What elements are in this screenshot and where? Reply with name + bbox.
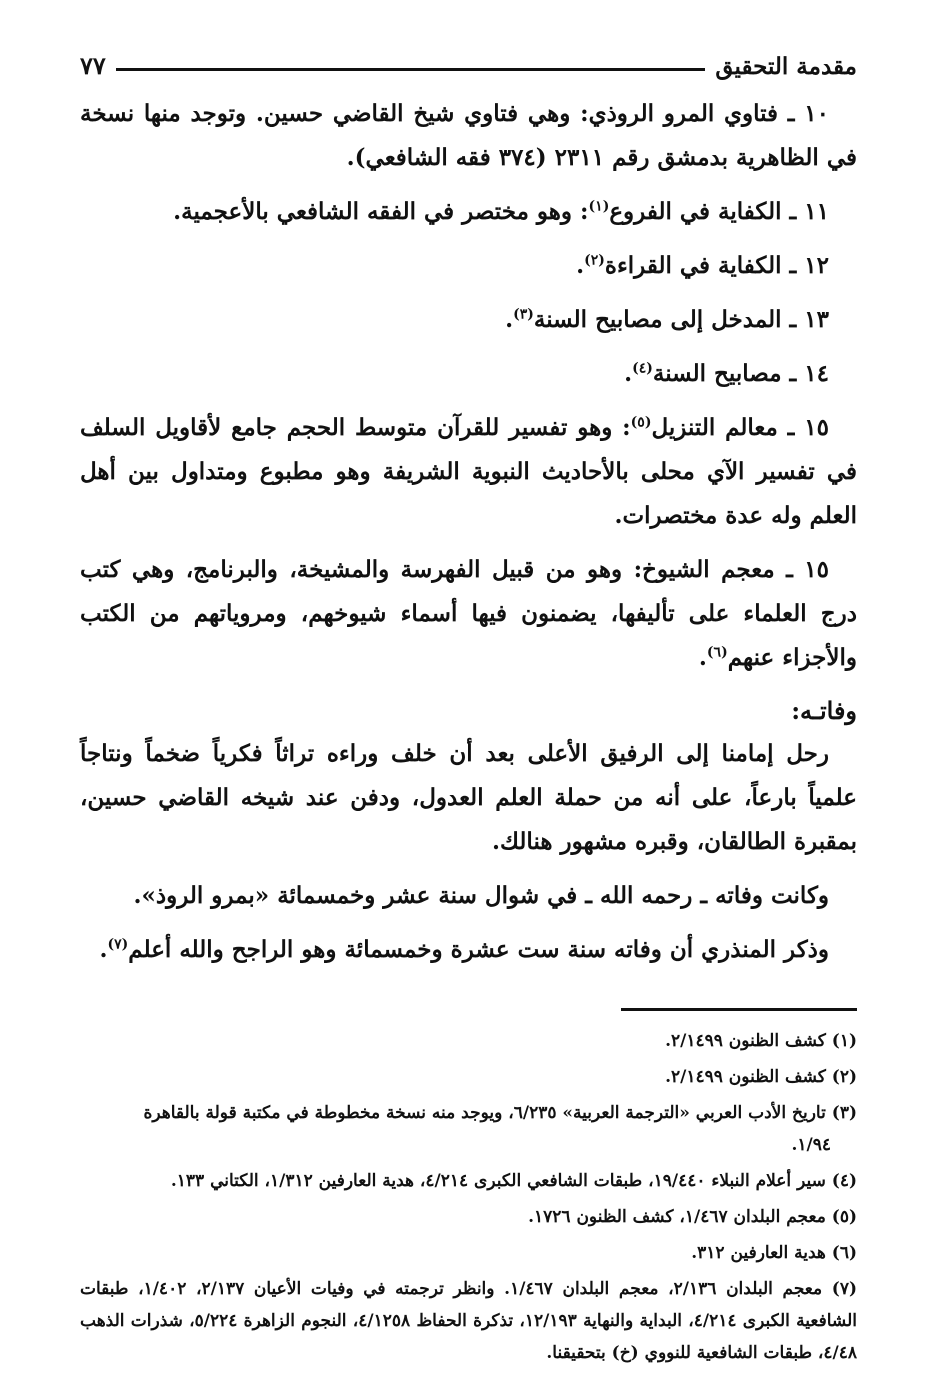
paragraph-item-10: ١٠ ـ فتاوي المرو الروذي: وهي فتاوي شيخ القاضي حسين. وتوجد منها نسخة في الظاهرية بدمشق رقم ٢٣١١ (٣٧٤ فقه الشافعي). [80, 100, 857, 171]
footnote [80, 1165, 857, 1197]
footnote-marker[interactable]: (٤) [632, 360, 653, 377]
footnote-separator [621, 1008, 857, 1011]
paragraph-item-13 [80, 298, 857, 342]
footnote-number: (٧) [831, 1279, 858, 1299]
footnote-number: (٣) [831, 1103, 857, 1123]
footnote-number: (١) [831, 1031, 857, 1051]
footnotes [80, 1025, 857, 1369]
paragraph-item-11 [80, 190, 857, 234]
death-paragraph [80, 928, 857, 972]
footnote [80, 1097, 857, 1161]
footnote-marker[interactable]: (٣) [513, 306, 534, 323]
footnote-marker[interactable]: (١) [588, 198, 610, 215]
footnote [80, 1201, 857, 1233]
page-number: ٧٧ [80, 51, 106, 80]
footnote [80, 1273, 857, 1369]
paragraph-item-14 [80, 352, 857, 396]
footnote-marker[interactable]: (٥) [630, 414, 652, 431]
footnote-text: معجم البلدان ٢/١٣٦، معجم البلدان ١/٤٦٧. وانظر ترجمته في وفيات الأعيان ٢/١٣٧، ١/٤٠٢، طبقات الشافعية الكبرى ٤/٢١٤، البداية والنهاية ١٢/١٩٣، تذكرة الحفاظ ٤/١٢٥٨، النجوم الزاهرة ٥/٢٢٤، شذرات الذهب ٤/٤٨، طبقات الشافعية للنووي (خ) بتحقيقنا. [80, 1279, 857, 1363]
section-heading: وفاتـه: [791, 696, 857, 725]
item-text: ١٥ ـ معالم التنزيل [651, 414, 829, 441]
running-header [80, 40, 857, 80]
item-text: . [624, 360, 633, 387]
footnote-text: هدية العارفين ٣١٢. [691, 1243, 826, 1263]
paragraph-item-15b [80, 548, 857, 680]
item-text: ١٢ ـ الكفاية في القراءة [604, 252, 829, 279]
header-title: مقدمة التحقيق [715, 53, 857, 80]
footnote-number: (٥) [831, 1207, 857, 1227]
item-text: . [505, 306, 514, 333]
footnote-text: كشف الظنون ٢/١٤٩٩. [665, 1067, 826, 1087]
paragraph-item-12 [80, 244, 857, 288]
item-text: : وهو تفسير للقرآن متوسط الحجم جامع لأقاويل السلف في تفسير الآي محلى بالأحاديث النبوية الشريفة وهو مطبوع ومتداول بين أهل العلم وله عدة مختصرات. [80, 414, 857, 529]
footnote-text: سير أعلام النبلاء ١٩/٤٤٠، طبقات الشافعي الكبرى ٤/٢١٤، هدية العارفين ١/٣١٢، الكتاني ١٣٣. [170, 1171, 826, 1191]
main-text [80, 92, 857, 972]
footnote-number: (٤) [831, 1171, 857, 1191]
footnote-continuation: ١/٩٤. [791, 1135, 831, 1155]
item-text: . [99, 936, 108, 963]
item-text: ١٤ ـ مصابيح السنة [652, 360, 829, 387]
item-text: ١٣ ـ المدخل إلى مصابيح السنة [533, 306, 829, 333]
footnote-marker[interactable]: (٢) [584, 252, 605, 269]
paragraph-item-15a [80, 406, 857, 538]
header-rule [116, 68, 706, 71]
death-paragraph: وكانت وفاته ـ رحمه الله ـ في شوال سنة عشر وخمسمائة «بمرو الروذ». [133, 882, 829, 909]
footnote-marker[interactable]: (٦) [706, 644, 728, 661]
footnote-text: كشف الظنون ٢/١٤٩٩. [665, 1031, 826, 1051]
item-text: ١٥ ـ معجم الشيوخ: وهو من قبيل الفهرسة والمشيخة، والبرنامج، وهي كتب درج العلماء على تأليفها، يضمنون فيها أسماء شيوخهم، ومروياتهم من الكتب والأجزاء عنهم [80, 556, 857, 671]
footnote-text: معجم البلدان ١/٤٦٧، كشف الظنون ١٧٢٦. [528, 1207, 826, 1227]
item-text: وذكر المنذري أن وفاته سنة ست عشرة وخمسمائة وهو الراجح والله أعلم [128, 936, 829, 963]
item-text: . [698, 644, 707, 671]
footnote [80, 1237, 857, 1269]
death-paragraph: رحل إمامنا إلى الرفيق الأعلى بعد أن خلف وراءه تراثاً فكرياً ضخماً ونتاجاً علمياً بارعاً، على أنه من حملة العلم العدول، ودفن عند شيخه القاضي حسين، بمقبرة الطالقان، وقبره مشهور هنالك. [80, 740, 857, 855]
footnote-number: (٢) [831, 1067, 857, 1087]
item-text: ١١ ـ الكفاية في الفروع [609, 198, 829, 225]
item-text: . [576, 252, 585, 279]
footnote-marker[interactable]: (٧) [107, 936, 129, 953]
footnote [80, 1061, 857, 1093]
footnote-number: (٦) [831, 1243, 857, 1263]
footnote-text: تاريخ الأدب العربي «الترجمة العربية» ٦/٢٣٥، ويوجد منه نسخة مخطوطة في مكتبة قولة بالقاهرة [143, 1103, 826, 1123]
footnote [80, 1025, 857, 1057]
item-text: : وهو مختصر في الفقه الشافعي بالأعجمية. [173, 198, 589, 225]
